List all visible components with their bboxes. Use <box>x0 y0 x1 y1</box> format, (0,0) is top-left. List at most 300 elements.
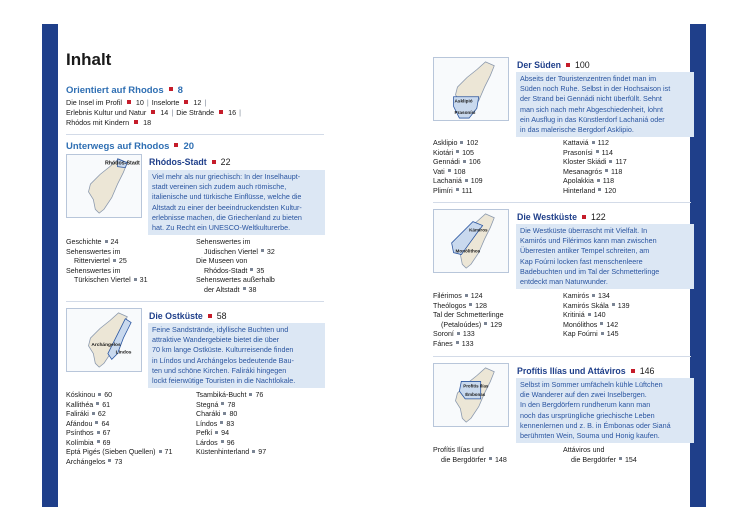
toc-entry-name: der Altstadt <box>204 285 240 294</box>
toc-entry-page: 80 <box>229 410 238 418</box>
toc-entry-page: 61 <box>102 400 111 409</box>
bullet-marker <box>463 160 466 163</box>
orient-line-2 <box>66 108 242 118</box>
bullet-marker <box>484 322 487 325</box>
summary-line: Kap Foúrni locken fast menschenleere <box>520 256 643 266</box>
toc-entry-name: Asklipio <box>433 139 458 147</box>
toc-entry[interactable] <box>66 238 148 248</box>
orient-line-1 <box>66 98 242 108</box>
toc-page: 10 <box>135 98 144 107</box>
summary-line: In den Bergdörfern rundherum kann man <box>520 400 651 410</box>
toc-entry-page: 67 <box>102 429 111 437</box>
toc-entry[interactable] <box>433 321 504 331</box>
toc-entry[interactable] <box>563 139 627 149</box>
chapter-ostkueste-summary <box>148 323 325 388</box>
toc-entry-name: Apolakkia <box>563 177 594 185</box>
toc-entry-page: 133 <box>461 339 474 348</box>
summary-line: Badebuchten und im Tal der Schmetterlinge <box>520 266 660 276</box>
toc-link-erlebnis[interactable]: Erlebnis Kultur und Natur <box>66 108 147 117</box>
bullet-marker <box>465 179 468 182</box>
bullet-marker <box>592 294 595 297</box>
bullet-marker <box>605 169 608 172</box>
toc-entry[interactable] <box>66 439 172 449</box>
toc-entry[interactable] <box>66 248 148 258</box>
toc-entry[interactable] <box>433 340 504 350</box>
summary-line: Süden noch Ruhe. Selbst in der Hochsaison ist <box>520 84 671 94</box>
chapter-title: Der Süden <box>517 60 561 70</box>
toc-entry-page: 102 <box>466 139 479 147</box>
sueden-list-right <box>563 139 627 196</box>
section-unterwegs-heading[interactable] <box>66 141 194 152</box>
bullet-marker <box>456 150 459 153</box>
toc-entry-page: 64 <box>101 419 110 428</box>
summary-line: in Líndos und Archángelos bedeutende Bau- <box>152 355 294 365</box>
bullet-marker <box>601 332 604 335</box>
toc-entry-name: Kattaviá <box>563 139 589 147</box>
chapter-profitis-heading[interactable] <box>517 366 654 376</box>
chapter-sueden-summary <box>516 72 694 137</box>
toc-entry[interactable] <box>563 456 637 466</box>
toc-entry[interactable] <box>196 391 266 401</box>
summary-line: 70 km lange Ostküste. Kulturreisende finden <box>152 345 294 355</box>
chapter-profitis-summary <box>516 378 694 443</box>
toc-entry-name: Attáviros und <box>563 446 605 454</box>
toc-entry-name: Monólithos <box>563 320 598 329</box>
rhodos-stadt-list-right <box>196 238 275 295</box>
toc-entry[interactable] <box>433 302 504 312</box>
bullet-marker <box>456 341 459 344</box>
map-rhodos-stadt <box>66 154 142 218</box>
westkueste-list-right <box>563 292 630 340</box>
summary-line: ten und schöne Kirchen. Faliráki hingegen <box>152 365 287 375</box>
toc-entry[interactable] <box>66 410 172 420</box>
toc-entry-name: Kap Foúrni <box>563 330 598 338</box>
bullet-marker <box>221 440 224 443</box>
map-label: Asklipió <box>454 98 473 104</box>
toc-entry-name: Gennádi <box>433 158 460 166</box>
chapter-page: 100 <box>575 60 590 70</box>
bullet-marker <box>105 240 108 243</box>
rhodes-island-map <box>434 58 508 120</box>
summary-line: ein Ausflug in das Künstlerdorf Lachaniá oder <box>520 114 665 124</box>
toc-entry-page: 32 <box>266 247 275 256</box>
map-label: Kámiros <box>469 227 488 233</box>
toc-entry-page: 109 <box>470 177 483 185</box>
toc-entry-page: 25 <box>118 257 127 265</box>
toc-entry-name: Sehenswertes im <box>196 238 251 246</box>
toc-entry-page: 154 <box>624 455 637 464</box>
profitis-list-right <box>563 446 637 465</box>
bullet-marker <box>609 160 612 163</box>
toc-entry[interactable] <box>196 257 275 267</box>
toc-entry-page: 71 <box>164 448 173 456</box>
toc-page: 14 <box>160 108 169 117</box>
toc-entry-name: Líndos <box>196 419 218 428</box>
toc-entry-name: Rhódos-Stadt <box>204 266 248 275</box>
summary-line: die Wanderer auf den zwei Inselbergen. <box>520 390 647 400</box>
toc-entry[interactable] <box>196 238 275 248</box>
toc-entry-page: 35 <box>256 266 265 275</box>
toc-entry-page: 142 <box>606 320 619 329</box>
toc-entry-name: Die Museen von <box>196 257 248 265</box>
toc-entry-page: 111 <box>461 186 473 195</box>
bullet-marker <box>159 450 162 453</box>
chapter-page: 58 <box>216 311 227 321</box>
toc-entry-page: 140 <box>593 311 606 319</box>
map-label: Émbonas <box>465 391 486 397</box>
chapter-rhodos-stadt-summary <box>148 170 325 235</box>
bullet-marker <box>220 421 223 424</box>
toc-entry-name: Ritterviertel <box>74 257 110 265</box>
summary-line: hat. Zu Recht ein UNESCO-Weltkulturerbe. <box>152 223 291 233</box>
toc-entry-name: Sehenswertes außerhalb <box>196 276 275 284</box>
bullet-marker <box>243 287 246 290</box>
summary-line: noch das ursprüngliche griechische Leben <box>520 410 655 420</box>
toc-entry-name: Lachaniá <box>433 177 462 185</box>
toc-entry-name: Theólogos <box>433 301 467 310</box>
toc-entry[interactable] <box>563 302 630 312</box>
section-unterwegs-page: 20 <box>183 141 195 152</box>
chapter-title: Rhódos-Stadt <box>149 157 207 167</box>
map-label: Líndos <box>115 350 132 356</box>
bullet-marker <box>588 313 591 316</box>
toc-entry-page: 62 <box>97 410 106 418</box>
toc-entry[interactable] <box>66 420 172 430</box>
toc-entry[interactable] <box>196 448 266 458</box>
toc-entry-name: Kamirós Skála <box>563 301 609 310</box>
summary-line: Altstadt zu einer der beeindruckendsten Kultur- <box>152 202 302 212</box>
separator: | <box>239 108 242 117</box>
toc-entry-name: Kamirós <box>563 292 590 300</box>
bullet-marker <box>113 259 116 262</box>
chapter-westkueste-heading[interactable] <box>517 212 606 222</box>
toc-link-insel-profil[interactable]: Die Insel im Profil <box>66 98 122 107</box>
orient-line-3 <box>66 118 242 128</box>
toc-entry[interactable] <box>433 139 483 149</box>
toc-entry[interactable] <box>563 177 627 187</box>
summary-line: Feine Sandstrände, idyllische Buchten und <box>152 325 289 334</box>
toc-entry-page: 94 <box>221 429 230 437</box>
toc-entry-name: Archángelos <box>66 457 106 466</box>
toc-entry-name: Plimíri <box>433 186 453 195</box>
map-label: Profitis Ilías <box>463 383 489 389</box>
bullet-marker <box>252 450 255 453</box>
profitis-list-left <box>433 446 507 465</box>
toc-entry-name: Hinterland <box>563 186 596 195</box>
left-page-edge-bar <box>42 24 58 507</box>
toc-entry[interactable] <box>433 177 483 187</box>
toc-entry[interactable] <box>196 401 266 411</box>
bullet-marker <box>92 412 95 415</box>
toc-entry[interactable] <box>66 401 172 411</box>
toc-page: 16 <box>228 108 237 117</box>
orient-lines <box>66 98 242 128</box>
rhodes-island-map <box>67 309 141 371</box>
map-westkueste <box>433 209 509 273</box>
bullet-marker <box>612 303 615 306</box>
toc-entry-name: Kloster Skiádi <box>563 158 607 166</box>
toc-entry[interactable] <box>66 276 148 286</box>
toc-entry[interactable] <box>433 330 504 340</box>
summary-line: kennenlernen und z. B. in Émbonas oder Sianá <box>520 420 671 430</box>
map-label: Prasonísi <box>454 110 476 116</box>
toc-entry-page: 134 <box>598 292 610 300</box>
map-label: Archángelos <box>91 342 121 348</box>
toc-entry-name: Tal der Schmetterlinge <box>433 311 504 319</box>
summary-line: Überresten antiker Tempel schreiten, am <box>520 246 650 256</box>
toc-entry[interactable] <box>433 168 483 178</box>
toc-entry-name: die Bergdörfer <box>441 455 486 464</box>
summary-line: stadt vereinen sich zudem auch römische, <box>152 182 287 192</box>
toc-entry-name: Pefkí <box>196 429 213 437</box>
summary-line: Die Westküste überrascht mit Vielfalt. In <box>520 226 648 235</box>
toc-entry[interactable] <box>433 187 483 197</box>
toc-entry[interactable] <box>563 158 627 168</box>
toc-entry-name: Afándou <box>66 419 93 428</box>
bullet-marker <box>598 188 601 191</box>
rhodos-stadt-list-left <box>66 238 148 286</box>
toc-entry-page: 105 <box>462 148 474 157</box>
bullet-marker <box>96 402 99 405</box>
bullet-marker <box>97 440 100 443</box>
bullet-marker <box>221 402 224 405</box>
toc-entry-page: 76 <box>255 391 264 399</box>
toc-entry-name: Kolímbia <box>66 438 94 447</box>
toc-entry-name: die Bergdörfer <box>571 455 616 464</box>
bullet-marker <box>261 249 264 252</box>
toc-entry-page: 114 <box>601 148 613 157</box>
toc-entry-name: Profítis Ilías und <box>433 446 484 454</box>
toc-entry-page: 133 <box>462 330 475 338</box>
sueden-list-left <box>433 139 483 196</box>
summary-line: Kamirós und Filérimos kann man zwischen <box>520 236 657 246</box>
toc-entry[interactable] <box>66 391 172 401</box>
toc-entry-name: Mesanagrós <box>563 167 603 176</box>
toc-entry[interactable] <box>196 286 275 296</box>
toc-entry[interactable] <box>433 149 483 159</box>
toc-entry-page: 60 <box>104 391 113 399</box>
toc-entry[interactable] <box>563 446 637 456</box>
chapter-page: 22 <box>220 157 231 167</box>
toc-entry-page: 78 <box>227 400 236 409</box>
toc-entry-name: Kallithéa <box>66 400 94 409</box>
chapter-title: Die Westküste <box>517 212 577 222</box>
toc-link-kinder[interactable]: Rhódos mit Kindern <box>66 118 130 127</box>
separator: | <box>146 98 149 107</box>
toc-entry-page: 83 <box>226 419 235 428</box>
bullet-marker <box>215 431 218 434</box>
summary-line: Selbst im Sommer umfächeln kühle Lüftchen <box>520 380 663 389</box>
bullet-marker <box>249 393 252 396</box>
bullet-marker <box>134 278 137 281</box>
toc-entry-name: Kritiniá <box>563 311 585 319</box>
toc-entry-page: 145 <box>606 330 619 338</box>
bullet-marker <box>456 188 459 191</box>
toc-entry-name: Sehenswertes im <box>66 247 121 256</box>
summary-line: lockt feierwütige Touristen in die Nachtlokale. <box>152 376 296 386</box>
bullet-marker <box>460 141 463 144</box>
toc-entry-page: 31 <box>139 276 148 284</box>
toc-entry[interactable] <box>66 257 148 267</box>
toc-entry[interactable] <box>196 276 275 286</box>
toc-entry-name: Lárdos <box>196 438 218 447</box>
divider <box>433 202 691 203</box>
bullet-marker <box>98 393 101 396</box>
toc-entry-name: Küstenhinterland <box>196 448 250 456</box>
map-label: Monólithos <box>455 248 481 254</box>
toc-entry[interactable] <box>66 429 172 439</box>
section-orientiert-page: 8 <box>177 85 183 96</box>
toc-entry[interactable] <box>563 330 630 340</box>
toc-entry-page: 118 <box>611 167 623 176</box>
divider <box>433 356 691 357</box>
chapter-westkueste-summary <box>516 224 694 289</box>
toc-entry-name: Soroní <box>433 330 454 338</box>
divider <box>66 134 324 135</box>
toc-entry[interactable] <box>433 158 483 168</box>
bullet-marker <box>619 457 622 460</box>
rhodes-island-map <box>434 364 508 426</box>
toc-entry-name: Tsambiká-Bucht <box>196 391 247 399</box>
toc-entry-name: Fánes <box>433 339 453 348</box>
toc-entry-page: 128 <box>475 301 487 310</box>
map-profitis-ilias <box>433 363 509 427</box>
page-title: Inhalt <box>66 50 112 69</box>
section-orientiert-title: Orientiert auf Rhodos <box>66 85 164 96</box>
toc-entry-page: 73 <box>114 457 123 466</box>
bullet-marker <box>448 169 451 172</box>
toc-entry-name: (Petaloúdes) <box>441 320 482 329</box>
toc-entry-page: 112 <box>597 139 609 147</box>
summary-line: attraktive Wandergebiete bietet die über <box>152 335 280 345</box>
summary-line: man sich nach mehr Abgeschiedenheit, lohnt <box>520 104 664 114</box>
section-orientiert-heading[interactable] <box>66 85 183 96</box>
toc-entry-name: Stegná <box>196 400 219 409</box>
toc-entry-name: Jüdischen Viertel <box>204 247 258 256</box>
chapter-sueden-heading[interactable] <box>517 60 590 70</box>
toc-entry-page: 96 <box>226 438 235 447</box>
toc-entry[interactable] <box>196 420 266 430</box>
toc-entry[interactable] <box>196 248 275 258</box>
bullet-marker <box>489 457 492 460</box>
bullet-marker <box>250 268 253 271</box>
toc-entry[interactable] <box>433 292 504 302</box>
bullet-marker <box>592 141 595 144</box>
map-ostkueste <box>66 308 142 372</box>
toc-entry-name: Eptá Pigés (Sieben Quellen) <box>66 448 156 456</box>
rhodes-island-map <box>67 155 141 217</box>
summary-line: italienische und türkische Einflüsse, welche die <box>152 192 302 202</box>
toc-entry-name: Vati <box>433 167 445 176</box>
toc-entry[interactable] <box>563 168 627 178</box>
toc-entry[interactable] <box>66 458 172 468</box>
toc-entry-page: 97 <box>258 448 267 456</box>
toc-entry-page: 129 <box>490 320 503 329</box>
toc-entry-page: 148 <box>494 455 507 464</box>
toc-entry-name: Türkischen Viertel <box>74 276 131 284</box>
toc-entry[interactable] <box>196 439 266 449</box>
toc-entry-page: 118 <box>602 177 615 185</box>
bullet-marker <box>223 412 226 415</box>
summary-line: Viel mehr als nur griechisch: In der Inselhaupt- <box>152 172 301 181</box>
bullet-marker <box>465 294 468 297</box>
summary-line: entdeckt man Naturwunder. <box>520 277 608 287</box>
summary-line: erlebnisse machen, die Griechenland zu bieten <box>152 212 302 222</box>
bullet-marker <box>95 421 98 424</box>
toc-entry-name: Prasonísi <box>563 148 593 157</box>
toc-entry[interactable] <box>433 456 507 466</box>
separator: | <box>171 108 174 117</box>
bullet-marker <box>469 303 472 306</box>
toc-entry-page: 124 <box>470 292 483 300</box>
toc-entry-name: Sehenswertes im <box>66 266 121 275</box>
divider <box>66 301 324 302</box>
toc-entry-name: Kiotári <box>433 148 454 157</box>
ostkueste-list-right <box>196 391 266 458</box>
toc-entry[interactable] <box>563 321 630 331</box>
bullet-marker <box>600 322 603 325</box>
toc-entry-page: 139 <box>617 301 630 310</box>
toc-entry-name: Kóskinou <box>66 391 96 399</box>
toc-entry-page: 108 <box>453 167 466 176</box>
toc-entry[interactable] <box>196 429 266 439</box>
chapter-title: Die Ostküste <box>149 311 203 321</box>
bullet-marker <box>97 431 100 434</box>
toc-entry[interactable] <box>563 292 630 302</box>
bullet-marker <box>597 179 600 182</box>
ostkueste-list-left <box>66 391 172 467</box>
toc-entry[interactable] <box>433 446 507 456</box>
toc-entry-page: 120 <box>604 186 617 195</box>
toc-entry-page: 24 <box>110 238 119 246</box>
toc-link-straende[interactable]: Die Strände <box>176 108 215 117</box>
chapter-ostkueste-heading[interactable] <box>149 311 227 321</box>
toc-entry-page: 117 <box>615 158 627 166</box>
toc-entry[interactable] <box>196 267 275 277</box>
toc-entry[interactable] <box>66 267 148 277</box>
toc-link-inselorte[interactable]: Inselorte <box>151 98 180 107</box>
map-sueden <box>433 57 509 121</box>
chapter-page: 122 <box>590 212 606 222</box>
summary-line: berühmten Wein, Souma und Honig kaufen. <box>520 431 660 441</box>
toc-entry[interactable] <box>196 410 266 420</box>
map-label: Rhódos-Stadt <box>104 160 140 167</box>
toc-entry[interactable] <box>66 448 172 458</box>
summary-line: der Strand bei Gennádi nicht überfüllt. Sehnt <box>520 94 662 104</box>
section-unterwegs-title: Unterwegs auf Rhodos <box>66 141 170 152</box>
summary-line: Abseits der Touristenzentren findet man im <box>520 74 657 83</box>
toc-entry-page: 106 <box>468 158 481 166</box>
summary-line: in das malerische Bergdorf Asklipio. <box>520 125 634 135</box>
bullet-marker <box>596 150 599 153</box>
toc-entry[interactable] <box>433 311 504 321</box>
toc-entry-name: Faliráki <box>66 410 89 418</box>
toc-entry-name: Filérimos <box>433 292 462 300</box>
westkueste-list-left <box>433 292 504 349</box>
toc-entry-name: Charáki <box>196 410 221 418</box>
rhodes-island-map <box>434 210 508 272</box>
toc-entry-name: Geschichte <box>66 238 102 246</box>
toc-entry[interactable] <box>563 311 630 321</box>
bullet-marker <box>108 459 111 462</box>
toc-page: 18 <box>143 118 152 127</box>
toc-entry-page: 38 <box>248 285 257 294</box>
toc-entry[interactable] <box>563 149 627 159</box>
toc-entry[interactable] <box>563 187 627 197</box>
toc-entry-page: 69 <box>102 438 111 447</box>
toc-entry-name: Psínthos <box>66 429 94 437</box>
chapter-rhodos-stadt-heading[interactable] <box>149 157 230 167</box>
